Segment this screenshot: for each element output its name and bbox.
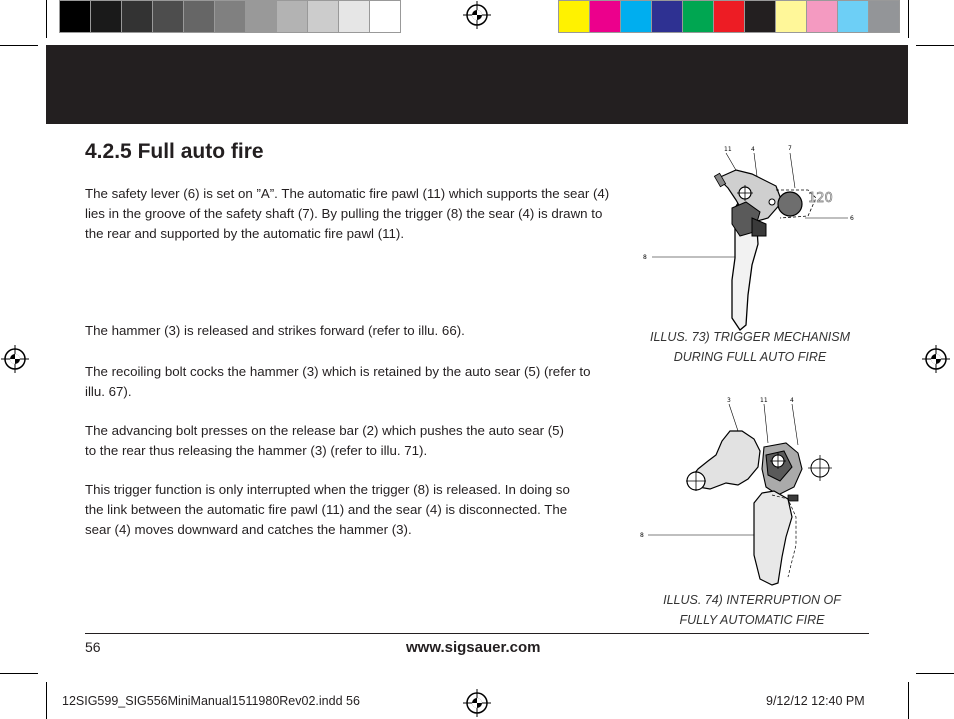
- color-swatch: [153, 0, 184, 33]
- slug-filename: 12SIG599_SIG556MiniManual1511980Rev02.indd 56: [62, 694, 360, 708]
- color-swatch: [652, 0, 683, 33]
- color-swatch: [869, 0, 900, 33]
- label-6: 6: [850, 215, 854, 222]
- color-swatch: [277, 0, 308, 33]
- illus74-caption: [632, 590, 872, 630]
- color-swatch: [246, 0, 277, 33]
- color-swatch: [838, 0, 869, 33]
- crop-mark: [0, 673, 38, 674]
- color-swatch: [714, 0, 745, 33]
- color-swatch: [308, 0, 339, 33]
- label-4: 4: [751, 146, 755, 153]
- illus74-caption-line1: ILLUS. 74) INTERRUPTION OF: [663, 593, 841, 607]
- label-3: 3: [727, 397, 731, 404]
- color-swatch: [122, 0, 153, 33]
- label-8: 8: [643, 254, 647, 261]
- label-8: 8: [640, 532, 644, 539]
- illus73-caption-line2: DURING FULL AUTO FIRE: [673, 350, 827, 364]
- trigger-mechanism-illustration: [640, 140, 865, 340]
- color-swatch: [91, 0, 122, 33]
- color-swatch: [370, 0, 401, 33]
- illus74-caption-line2: FULLY AUTOMATIC FIRE: [679, 613, 825, 627]
- color-swatch: [215, 0, 246, 33]
- registration-mark-icon: [922, 345, 950, 373]
- registration-mark-icon: [1, 345, 29, 373]
- illus73-caption: [630, 327, 870, 367]
- color-swatch: [807, 0, 838, 33]
- label-7: 7: [788, 145, 792, 152]
- label-11: 11: [724, 146, 732, 153]
- color-swatch: [776, 0, 807, 33]
- crop-mark: [916, 673, 954, 674]
- label-120: 120: [808, 191, 833, 206]
- color-swatch: [621, 0, 652, 33]
- interruption-illustration: [638, 395, 863, 595]
- color-swatch: [558, 0, 590, 33]
- registration-mark-icon: [463, 1, 491, 29]
- gray-color-bar: [59, 0, 401, 33]
- section-title: Full auto fire: [137, 140, 264, 163]
- crop-mark: [916, 45, 954, 46]
- registration-mark-icon: [463, 689, 491, 717]
- section-number: 4.2.5: [85, 140, 132, 163]
- crop-mark: [908, 682, 909, 719]
- paragraph-interruption: This trigger function is only interrupted when the trigger (8) is released. In doing so the link between the automatic fire pawl (11) and the sear (4) is disconnected. The sear (4) moves downward and catches the hammer (3).: [85, 482, 570, 537]
- crop-mark: [46, 682, 47, 719]
- process-color-bar: [558, 0, 900, 33]
- crop-mark: [0, 45, 38, 46]
- color-swatch: [184, 0, 215, 33]
- paragraph-safety-lever: The safety lever (6) is set on ”A”. The automatic fire pawl (11) which supports the sear (4) lies in the groove of the safety shaft (7). By pulling the trigger (8) the sear (4) is drawn to the rear and supported by the automatic fire pawl (11).: [85, 186, 610, 241]
- footer-divider: [85, 633, 869, 634]
- color-swatch: [59, 0, 91, 33]
- crop-mark: [46, 0, 47, 38]
- illus73-caption-line1: ILLUS. 73) TRIGGER MECHANISM: [649, 330, 851, 344]
- paragraph-hammer-released: The hammer (3) is released and strikes forward (refer to illu. 66).: [85, 323, 465, 338]
- website-link[interactable]: www.sigsauer.com: [406, 639, 541, 656]
- label-11: 11: [760, 397, 768, 404]
- label-4: 4: [790, 397, 794, 404]
- paragraph-recoiling-bolt: The recoiling bolt cocks the hammer (3) which is retained by the auto sear (5) (refer to illu. 67).: [85, 364, 591, 399]
- color-swatch: [683, 0, 714, 33]
- color-swatch: [590, 0, 621, 33]
- page-number: 56: [85, 639, 101, 655]
- section-heading: [85, 140, 264, 164]
- slug-timestamp: 9/12/12 12:40 PM: [766, 694, 865, 708]
- header-banner: [46, 45, 908, 124]
- color-swatch: [745, 0, 776, 33]
- color-swatch: [339, 0, 370, 33]
- paragraph-advancing-bolt: The advancing bolt presses on the release bar (2) which pushes the auto sear (5) to the rear thus releasing the hammer (3) (refer to illu. 71).: [85, 423, 564, 458]
- crop-mark: [908, 0, 909, 38]
